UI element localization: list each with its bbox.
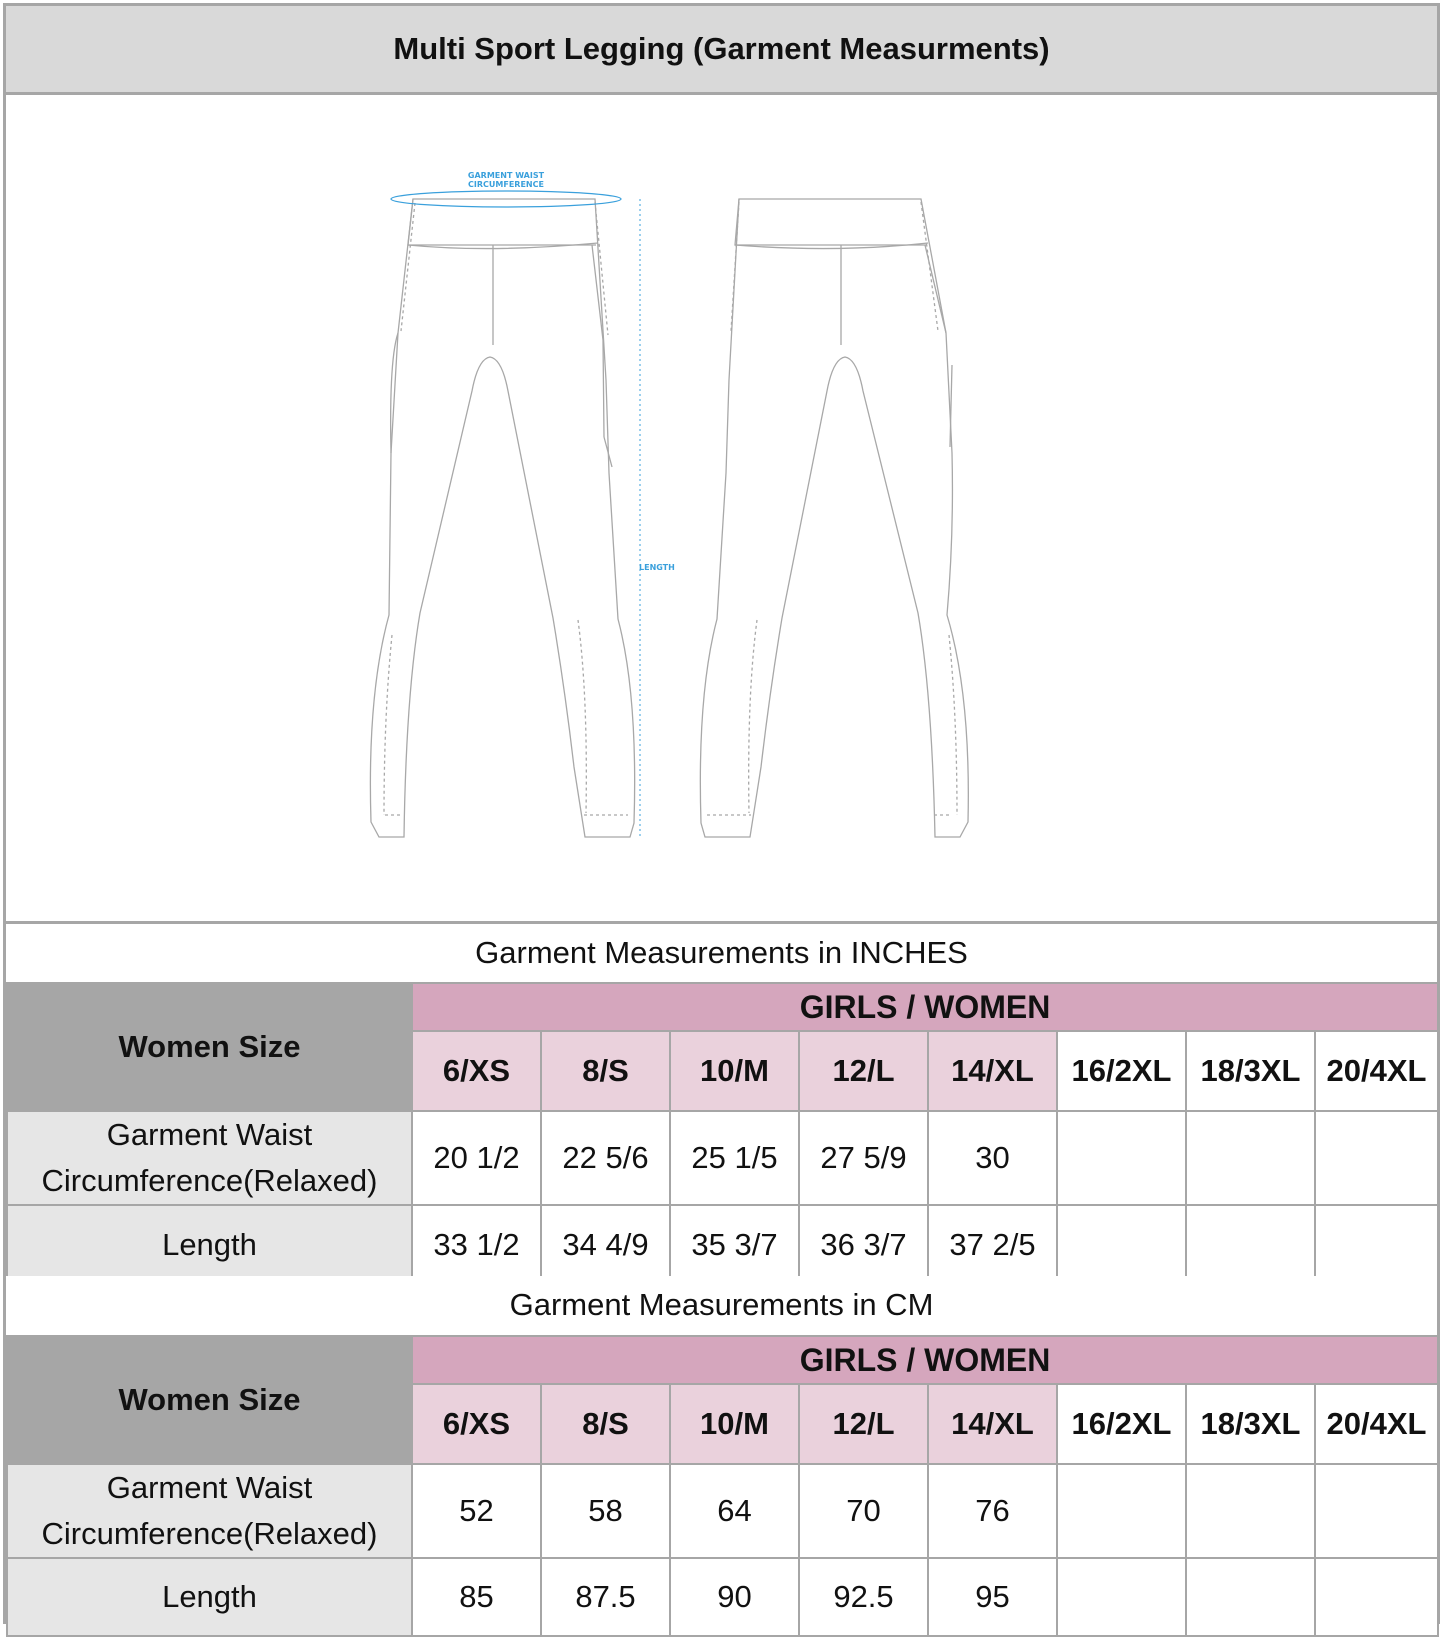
- measurement-cell: 22 5/6: [541, 1111, 670, 1205]
- size-header: 16/2XL: [1057, 1384, 1186, 1464]
- table-row: [7, 1205, 1438, 1285]
- measurement-cell: [1057, 1205, 1186, 1285]
- size-header: 10/M: [670, 1031, 799, 1111]
- page-title: Multi Sport Legging (Garment Measurments): [6, 6, 1437, 95]
- measurement-cell: [1315, 1464, 1438, 1558]
- size-header: 8/S: [541, 1031, 670, 1111]
- measurement-cell: [1186, 1558, 1315, 1636]
- measurement-cell: [1186, 1111, 1315, 1205]
- measurement-cell: 20 1/2: [412, 1111, 541, 1205]
- legging-front-view: [370, 199, 634, 837]
- measurement-cell: 70: [799, 1464, 928, 1558]
- measurement-cell: 90: [670, 1558, 799, 1636]
- women-size-header: Women Size: [7, 983, 412, 1111]
- measurement-cell: [1315, 1111, 1438, 1205]
- measurement-cell: 85: [412, 1558, 541, 1636]
- row-label-waist: [7, 1111, 412, 1205]
- measurement-cell: 58: [541, 1464, 670, 1558]
- measurement-annotations: [391, 171, 675, 837]
- row-label-waist: [7, 1464, 412, 1558]
- girls-women-group-header: GIRLS / WOMEN: [412, 1336, 1438, 1384]
- waist-label-line1: GARMENT WAIST: [467, 171, 545, 180]
- measurement-cell: 87.5: [541, 1558, 670, 1636]
- size-header: 6/XS: [412, 1384, 541, 1464]
- size-header: 20/4XL: [1315, 1031, 1438, 1111]
- measurement-cell: 95: [928, 1558, 1057, 1636]
- size-header: 12/L: [799, 1031, 928, 1111]
- measurement-cell: [1186, 1464, 1315, 1558]
- cm-measurement-table: [6, 1335, 1439, 1637]
- measurement-cell: [1057, 1111, 1186, 1205]
- measurement-cell: 25 1/5: [670, 1111, 799, 1205]
- row-label-line: Circumference(Relaxed): [41, 1516, 378, 1551]
- size-header: 18/3XL: [1186, 1031, 1315, 1111]
- measurement-cell: [1057, 1558, 1186, 1636]
- size-header: 12/L: [799, 1384, 928, 1464]
- measurement-cell: 36 3/7: [799, 1205, 928, 1285]
- size-header: 16/2XL: [1057, 1031, 1186, 1111]
- legging-sketch-svg: [6, 95, 1437, 921]
- table-row: [7, 1464, 1438, 1558]
- measurement-cell: [1315, 1205, 1438, 1285]
- size-header: 8/S: [541, 1384, 670, 1464]
- measurement-cell: 76: [928, 1464, 1057, 1558]
- size-chart-sheet: [3, 3, 1440, 1624]
- row-label-length: Length: [7, 1205, 412, 1285]
- measurement-cell: 33 1/2: [412, 1205, 541, 1285]
- table-row: [7, 1111, 1438, 1205]
- size-header: 6/XS: [412, 1031, 541, 1111]
- legging-technical-drawing: [6, 95, 1437, 924]
- measurement-cell: 30: [928, 1111, 1057, 1205]
- women-size-header: Women Size: [7, 1336, 412, 1464]
- measurement-cell: 52: [412, 1464, 541, 1558]
- measurement-cell: 37 2/5: [928, 1205, 1057, 1285]
- size-header: 20/4XL: [1315, 1384, 1438, 1464]
- measurement-cell: [1315, 1558, 1438, 1636]
- size-header: 10/M: [670, 1384, 799, 1464]
- measurement-cell: 34 4/9: [541, 1205, 670, 1285]
- row-label-line: Circumference(Relaxed): [41, 1163, 378, 1198]
- size-header: 14/XL: [928, 1384, 1057, 1464]
- measurement-cell: 35 3/7: [670, 1205, 799, 1285]
- row-label-line: Garment Waist: [106, 1117, 313, 1152]
- waist-label-line2: CIRCUMFERENCE: [468, 180, 544, 189]
- girls-women-group-header: GIRLS / WOMEN: [412, 983, 1438, 1031]
- measurement-cell: 64: [670, 1464, 799, 1558]
- row-label-line: Garment Waist: [106, 1470, 313, 1505]
- inches-measurement-table: [6, 982, 1439, 1286]
- measurement-cell: [1186, 1205, 1315, 1285]
- measurement-cell: 92.5: [799, 1558, 928, 1636]
- size-header: 18/3XL: [1186, 1384, 1315, 1464]
- length-label: LENGTH: [639, 563, 675, 572]
- legging-back-view: [700, 199, 968, 837]
- inches-section-title: Garment Measurements in INCHES: [6, 924, 1437, 982]
- measurement-cell: [1057, 1464, 1186, 1558]
- cm-section-title: Garment Measurements in CM: [6, 1276, 1437, 1334]
- row-label-length: Length: [7, 1558, 412, 1636]
- measurement-cell: 27 5/9: [799, 1111, 928, 1205]
- size-header: 14/XL: [928, 1031, 1057, 1111]
- table-row: [7, 1558, 1438, 1636]
